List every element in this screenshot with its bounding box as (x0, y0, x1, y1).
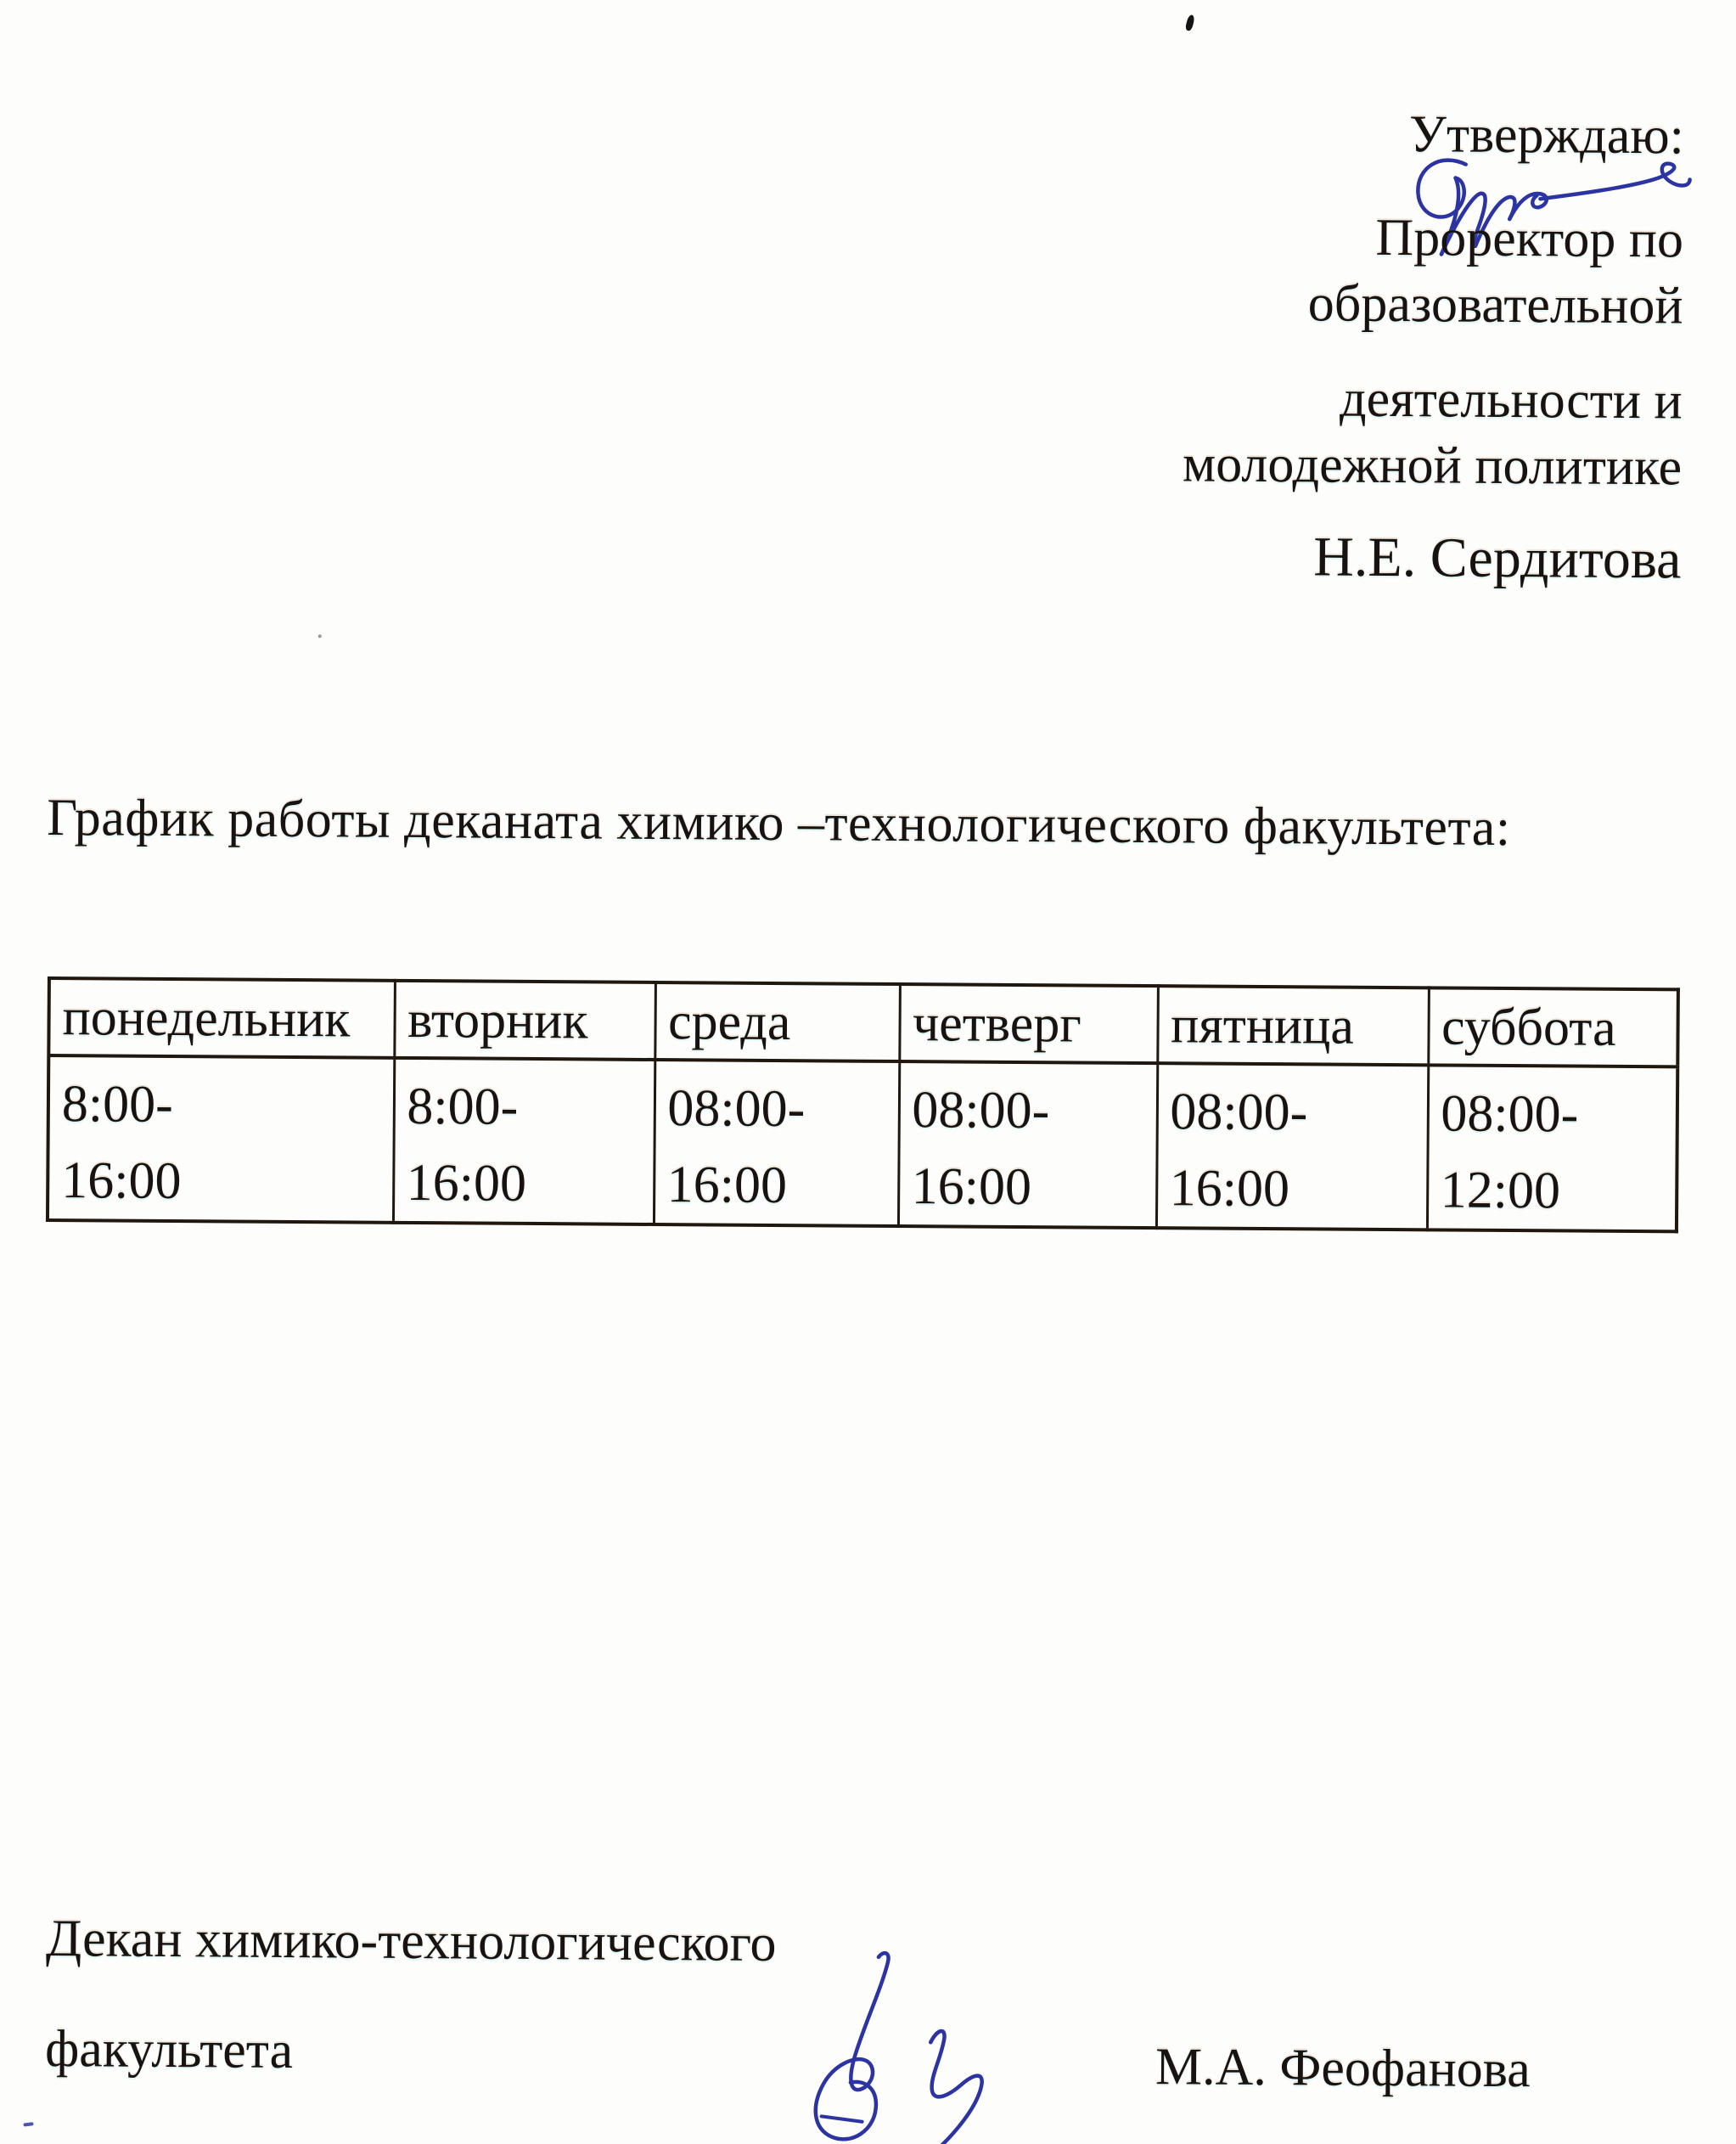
scan-speck (318, 634, 322, 638)
hours-cell (1156, 1063, 1428, 1230)
hours-from: 08:00- (1441, 1084, 1579, 1144)
hours-from: 08:00- (667, 1079, 806, 1139)
approver-title-line: образовательной (1307, 274, 1683, 335)
day-header-cell: понедельник (48, 978, 395, 1058)
approver-name: Н.Е. Сердитова (1312, 526, 1682, 591)
approver-title-line: молодежной политике (1182, 435, 1683, 497)
hours-cell (48, 1055, 394, 1223)
hours-to: 16:00 (406, 1153, 527, 1213)
schedule-title: График работы деканата химико –технологического факультета: (47, 788, 1511, 858)
dean-signature-icon (795, 1950, 1052, 2144)
day-header-cell: четверг (899, 984, 1158, 1063)
table-hours-row (48, 1055, 1677, 1231)
hours-to: 16:00 (61, 1151, 182, 1211)
scan-speck (1185, 14, 1195, 31)
dean-position-line: Декан химико-технологического (45, 1910, 777, 1973)
approver-title-line: Проректор по (1375, 208, 1684, 269)
hours-from: 8:00- (61, 1075, 174, 1134)
scan-speck (23, 2122, 33, 2127)
dean-position-line: факультета (44, 2020, 294, 2080)
table-header-row (48, 978, 1678, 1066)
hours-to: 16:00 (911, 1157, 1032, 1217)
hours-cell (393, 1058, 655, 1224)
hours-from: 08:00- (912, 1081, 1050, 1140)
hours-to: 12:00 (1440, 1161, 1561, 1220)
hours-cell (1427, 1065, 1677, 1231)
hours-from: 08:00- (1170, 1083, 1308, 1142)
day-header-cell: пятница (1157, 986, 1429, 1065)
hours-to: 16:00 (666, 1156, 788, 1215)
dean-name: М.А. Феофанова (1155, 2038, 1531, 2099)
hours-cell (898, 1061, 1157, 1228)
day-header-cell: вторник (394, 981, 655, 1060)
hours-from: 8:00- (407, 1077, 519, 1136)
hours-cell (654, 1060, 899, 1226)
hours-to: 16:00 (1169, 1159, 1290, 1218)
day-header-cell: суббота (1428, 988, 1678, 1066)
approver-title-line: деятельности и (1339, 369, 1683, 430)
day-header-cell: среда (655, 982, 900, 1061)
approval-label: Утверждаю: (1408, 105, 1685, 166)
schedule-table (46, 976, 1680, 1233)
